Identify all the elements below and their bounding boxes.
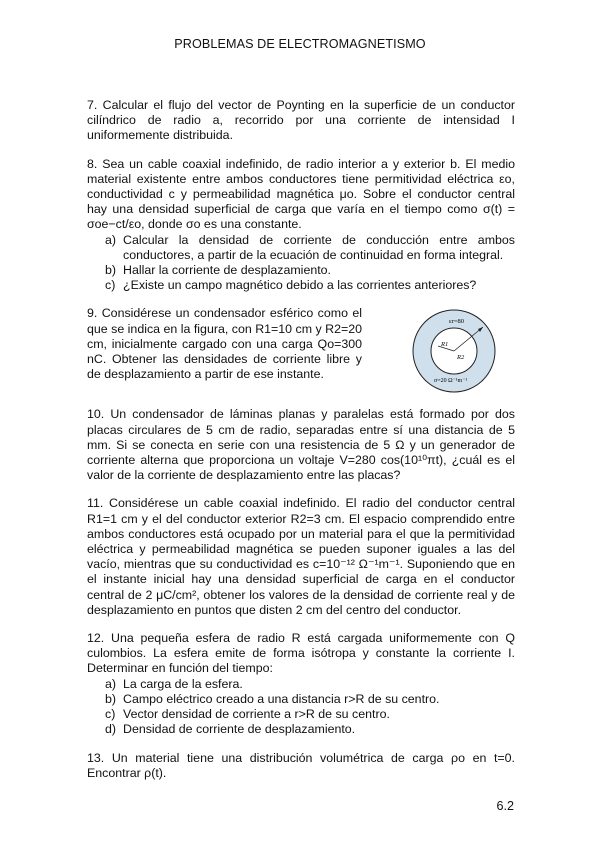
list-item: c) ¿Existe un campo magnético debido a las corrientes anteriores? — [105, 278, 477, 293]
problem-11 — [87, 496, 515, 618]
r2-label: R2 — [457, 354, 465, 362]
list-item: a) Calcular la densidad de corriente de conducción entre ambos conductores, a partir de la ecuación de continuidad en forma integral. — [105, 232, 515, 262]
problem-8 — [87, 157, 515, 294]
page-header: PROBLEMAS DE ELECTROMAGNETISMO — [174, 37, 426, 51]
list-item: b) Hallar la corriente de desplazamiento. — [105, 263, 331, 278]
problem-12 — [87, 631, 515, 737]
r1-label: R1 — [441, 341, 449, 349]
problem-9-text: 9. Considérese un condensador esférico como el que se indica en la figura, con R1=10 cm y R2=20 cm, inicialmente cargado con una carga Qo=300 nC. Obtener las densidades de corriente libre y de desplazamiento a partir de ese instante. — [87, 306, 362, 382]
problem-13-text: 13. Un material tiene una distribución volumétrica de carga ρo en t=0. Encontrar ρ(t). — [87, 750, 515, 780]
problem-12-items — [87, 677, 515, 738]
problem-7-text: 7. Calcular el flujo del vector de Poynting en la superficie de un conductor cilíndrico de radio a, recorrido por una corriente de intensidad I uniformemente distribuida. — [87, 98, 515, 143]
problem-9 — [87, 306, 515, 394]
list-item: d) Densidad de corriente de desplazamiento. — [105, 722, 356, 737]
permittivity-label: εr=80 — [449, 318, 465, 326]
problem-11-text: 11. Considérese un cable coaxial indefinido. El radio del conductor central R1=1 cm y el del conductor exterior R2=3 cm. El espacio comprendido entre ambos conductores está ocupado por un material para el que la permitividad eléctrica y permeabilidad magnética se pueden suponer iguales a las del vacío, mientras que su conductividad es c=10⁻¹² Ω⁻¹m⁻¹. Suponiendo que en el instante inicial hay una densidad superficial de carga en el conductor central de 2 μC/cm², obtener los valores de la densidad de corriente real y de desplazamiento en puntos que disten 2 cm del centro del conductor. — [87, 496, 515, 617]
spherical-capacitor-figure — [401, 308, 507, 394]
problem-12-text: 12. Una pequeña esfera de radio R está cargada uniformemente con Q culombios. La esfera emite de forma isótropa y constante la corriente I. Determinar en función del tiempo: — [87, 631, 515, 676]
list-item: b) Campo eléctrico creado a una distancia r>R de su centro. — [105, 691, 440, 706]
problem-10-text: 10. Un condensador de láminas planas y paralelas está formado por dos placas circulares de 5 cm de radio, separadas entre sí una distancia de 5 mm. Si se conecta en serie con una resistencia de 5 Ω y un generador de corriente alterna que proporciona un voltaje V=280 cos(10¹⁰πt), ¿cuál es el valor de la corriente de desplazamiento entre las placas? — [87, 407, 515, 483]
problem-10 — [87, 407, 515, 483]
problem-8-items — [87, 233, 515, 294]
problem-13 — [87, 751, 515, 781]
list-item: c) Vector densidad de corriente a r>R de su centro. — [105, 707, 390, 722]
problem-8-text: 8. Sea un cable coaxial indefinido, de radio interior a y exterior b. El medio material existente entre ambos conductores tiene permitividad eléctrica εo, conductividad c y permeabilidad magnética μo. Sobre el conductor central hay una densidad superficial de carga que varía en el tiempo como σ(t) = σoe−ct/εo, donde σo es una constante. — [87, 156, 515, 232]
page-number: 6.2 — [496, 799, 514, 813]
problem-7 — [87, 98, 515, 144]
problem-list — [87, 98, 515, 794]
conductivity-label: σ=20 Ω⁻¹m⁻¹ — [434, 378, 468, 385]
list-item: a) La carga de la esfera. — [105, 676, 243, 691]
